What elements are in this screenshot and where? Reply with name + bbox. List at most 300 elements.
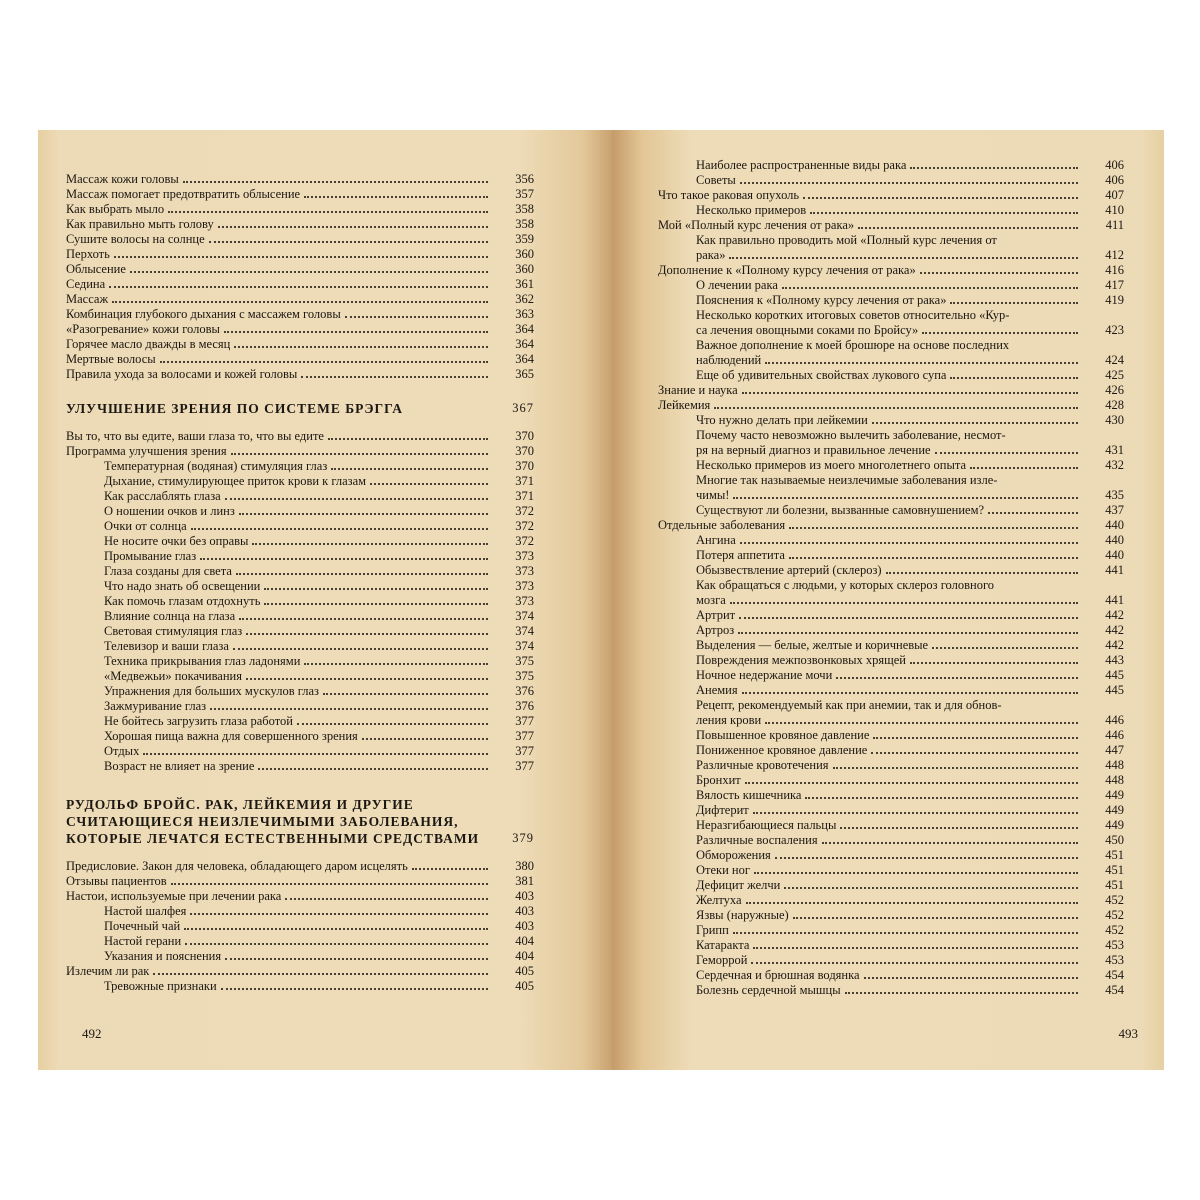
dot-leader xyxy=(200,558,488,560)
dot-leader xyxy=(950,377,1078,379)
dot-leader xyxy=(264,588,488,590)
toc-entry-title: Что такое раковая опухоль xyxy=(658,188,800,202)
dot-leader xyxy=(836,677,1078,679)
right-page xyxy=(612,130,1164,1070)
toc-entry xyxy=(658,293,1124,308)
dot-leader xyxy=(765,362,1078,364)
toc-entry-title: Излечим ли рак xyxy=(66,964,150,978)
toc-entry xyxy=(66,232,534,247)
toc-entry xyxy=(658,173,1124,188)
dot-leader xyxy=(304,196,488,198)
dot-leader xyxy=(742,692,1078,694)
dot-leader xyxy=(114,256,488,258)
toc-entry xyxy=(658,863,1124,878)
dot-leader xyxy=(810,212,1078,214)
toc-entry-page: 412 xyxy=(1105,248,1124,262)
dot-leader xyxy=(746,902,1078,904)
toc-entry-page: 404 xyxy=(515,949,534,963)
dot-leader xyxy=(753,947,1078,949)
toc-entry-page: 454 xyxy=(1105,968,1124,982)
toc-entry xyxy=(658,533,1124,548)
toc-entry-page: 357 xyxy=(515,187,534,201)
toc-entry xyxy=(66,874,534,889)
toc-entry-title: Промывание глаз xyxy=(104,549,197,563)
toc-entry-page: 376 xyxy=(515,684,534,698)
toc-entry-title: Наиболее распространенные виды рака xyxy=(696,158,907,172)
toc-entry-title: Сушите волосы на солнце xyxy=(66,232,205,246)
toc-entry-page: 453 xyxy=(1105,938,1124,952)
toc-entry-page: 452 xyxy=(1105,908,1124,922)
toc-entry-title: Вялость кишечника xyxy=(696,788,802,802)
right-toc xyxy=(658,158,1124,998)
toc-entry xyxy=(658,893,1124,908)
toc-section-vision xyxy=(66,400,534,417)
toc-entry-title: Хорошая пища важна для совершенного зрения xyxy=(104,729,358,743)
toc-entry-page: 358 xyxy=(515,217,534,231)
dot-leader xyxy=(190,913,488,915)
toc-entry-page: 364 xyxy=(515,322,534,336)
toc-entry-title: чимы! xyxy=(696,488,730,502)
toc-entry xyxy=(658,608,1124,623)
toc-entry-title: Существуют ли болезни, вызванные самовнушением? xyxy=(696,503,985,517)
toc-entry xyxy=(66,904,534,919)
dot-leader xyxy=(331,468,488,470)
toc-entry-page: 374 xyxy=(515,639,534,653)
toc-entry-title: Что надо знать об освещении xyxy=(104,579,261,593)
toc-entry-page: 364 xyxy=(515,337,534,351)
toc-entry-page: 377 xyxy=(515,729,534,743)
dot-leader xyxy=(733,932,1078,934)
dot-leader xyxy=(988,512,1078,514)
dot-leader xyxy=(301,376,488,378)
dot-leader xyxy=(239,513,488,515)
dot-leader xyxy=(185,943,488,945)
toc-entry-title: Телевизор и ваши глаза xyxy=(104,639,229,653)
toc-entry xyxy=(66,489,534,504)
toc-entry-title: рака» xyxy=(696,248,726,262)
toc-entry-page: 406 xyxy=(1105,158,1124,172)
toc-entry xyxy=(658,263,1124,278)
toc-entry-page: 370 xyxy=(515,429,534,443)
toc-entry xyxy=(658,773,1124,788)
toc-entry xyxy=(658,488,1124,503)
dot-leader xyxy=(412,868,488,870)
toc-entry-page: 451 xyxy=(1105,848,1124,862)
dot-leader xyxy=(210,708,488,710)
toc-entry-page: 403 xyxy=(515,919,534,933)
toc-entry xyxy=(658,188,1124,203)
toc-entry-page: 417 xyxy=(1105,278,1124,292)
toc-entry-page: 403 xyxy=(515,904,534,918)
toc-entry-page: 404 xyxy=(515,934,534,948)
toc-entry-page: 451 xyxy=(1105,863,1124,877)
toc-section-breuss xyxy=(66,796,534,847)
dot-leader xyxy=(236,573,488,575)
toc-entry xyxy=(658,923,1124,938)
dot-leader xyxy=(950,302,1078,304)
toc-entry-title: Не бойтесь загрузить глаза работой xyxy=(104,714,293,728)
toc-entry-title: Предисловие. Закон для человека, обладающего даром исцелять xyxy=(66,859,408,873)
toc-entry-page: 377 xyxy=(515,744,534,758)
toc-entry xyxy=(66,292,534,307)
toc-entry xyxy=(66,949,534,964)
toc-entry-title: Техника прикрывания глаз ладонями xyxy=(104,654,301,668)
toc-entry-title: Как обращаться с людьми, у которых склероз головного xyxy=(696,578,995,592)
toc-entry-title: Возраст не влияет на зрение xyxy=(104,759,255,773)
toc-entry xyxy=(658,833,1124,848)
dot-leader xyxy=(184,928,488,930)
dot-leader xyxy=(803,197,1078,199)
dot-leader xyxy=(754,872,1078,874)
dot-leader xyxy=(733,497,1078,499)
toc-entry xyxy=(658,698,1124,713)
toc-entry xyxy=(658,653,1124,668)
toc-entry xyxy=(66,934,534,949)
toc-entry-page: 423 xyxy=(1105,323,1124,337)
toc-entry-title: Несколько коротких итоговых советов относительно «Кур- xyxy=(696,308,1010,322)
toc-entry-title: Горячее масло дважды в месяц xyxy=(66,337,231,351)
toc-entry xyxy=(66,714,534,729)
toc-entry-page: 441 xyxy=(1105,593,1124,607)
dot-leader xyxy=(252,543,488,545)
toc-entry xyxy=(66,699,534,714)
section-page: 379 xyxy=(512,831,534,845)
toc-entry-page: 440 xyxy=(1105,518,1124,532)
toc-entry-page: 373 xyxy=(515,594,534,608)
toc-entry xyxy=(658,788,1124,803)
dot-leader xyxy=(168,211,488,213)
toc-entry xyxy=(66,202,534,217)
toc-entry-title: Не носите очки без оправы xyxy=(104,534,249,548)
toc-entry-page: 449 xyxy=(1105,803,1124,817)
dot-leader xyxy=(932,647,1078,649)
toc-entry-page: 360 xyxy=(515,247,534,261)
dot-leader xyxy=(191,528,488,530)
toc-entry-page: 448 xyxy=(1105,773,1124,787)
toc-entry xyxy=(658,758,1124,773)
toc-entry xyxy=(658,248,1124,263)
toc-entry xyxy=(658,953,1124,968)
dot-leader xyxy=(234,346,488,348)
toc-entry xyxy=(66,669,534,684)
toc-entry-title: Массаж помогает предотвратить облысение xyxy=(66,187,301,201)
toc-entry-page: 454 xyxy=(1105,983,1124,997)
toc-entry-title: Выделения — белые, желтые и коричневые xyxy=(696,638,929,652)
dot-leader xyxy=(886,572,1078,574)
toc-entry xyxy=(66,964,534,979)
toc-entry-page: 359 xyxy=(515,232,534,246)
toc-entry xyxy=(66,217,534,232)
section-title: РУДОЛЬФ БРОЙС. РАК, ЛЕЙКЕМИЯ И ДРУГИЕ СЧИТАЮЩИЕСЯ НЕИЗЛЕЧИМЫМИ ЗАБОЛЕВАНИЯ, КОТОРЫЕ ЛЕЧАТСЯ ЕСТЕСТВЕННЫМИ СРЕДСТВАМИ xyxy=(66,797,480,846)
toc-entry-title: Дефицит желчи xyxy=(696,878,781,892)
toc-entry-page: 419 xyxy=(1105,293,1124,307)
toc-entry-page: 426 xyxy=(1105,383,1124,397)
toc-entry-page: 372 xyxy=(515,504,534,518)
toc-entry-title: Повышенное кровяное давление xyxy=(696,728,870,742)
dot-leader xyxy=(714,407,1078,409)
dot-leader xyxy=(224,331,488,333)
toc-entry xyxy=(66,262,534,277)
toc-entry-page: 375 xyxy=(515,669,534,683)
toc-entry xyxy=(66,729,534,744)
toc-entry-page: 440 xyxy=(1105,548,1124,562)
toc-entry xyxy=(66,549,534,564)
dot-leader xyxy=(730,602,1078,604)
toc-entry-page: 374 xyxy=(515,609,534,623)
toc-entry xyxy=(658,638,1124,653)
toc-entry xyxy=(66,889,534,904)
toc-entry-page: 443 xyxy=(1105,653,1124,667)
toc-entry-title: Отзывы пациентов xyxy=(66,874,167,888)
toc-entry-title: ления крови xyxy=(696,713,762,727)
dot-leader xyxy=(109,286,488,288)
toc-entry-page: 381 xyxy=(515,874,534,888)
dot-leader xyxy=(872,422,1078,424)
toc-entry-page: 363 xyxy=(515,307,534,321)
toc-entry-title: Облысение xyxy=(66,262,126,276)
toc-entry-title: О лечении рака xyxy=(696,278,778,292)
dot-leader xyxy=(922,332,1078,334)
dot-leader xyxy=(233,648,488,650)
toc-entry-page: 405 xyxy=(515,979,534,993)
toc-entry xyxy=(66,429,534,444)
toc-entry-title: Артроз xyxy=(696,623,735,637)
toc-entry-title: Отдельные заболевания xyxy=(658,518,786,532)
section-page: 367 xyxy=(512,401,534,415)
toc-entry-title: Ангина xyxy=(696,533,736,547)
toc-entry-title: Тревожные признаки xyxy=(104,979,217,993)
toc-entry-title: Как правильно мыть голову xyxy=(66,217,214,231)
toc-entry xyxy=(658,353,1124,368)
toc-entry-page: 431 xyxy=(1105,443,1124,457)
toc-entry-page: 370 xyxy=(515,444,534,458)
toc-entry xyxy=(658,203,1124,218)
toc-entry-title: Сердечная и брюшная водянка xyxy=(696,968,860,982)
toc-entry-title: Дополнение к «Полному курсу лечения от рака» xyxy=(658,263,916,277)
toc-entry xyxy=(658,338,1124,353)
dot-leader xyxy=(218,226,488,228)
toc-entry-title: Рецепт, рекомендуемый как при анемии, так и для обнов- xyxy=(696,698,1002,712)
toc-entry xyxy=(66,519,534,534)
dot-leader xyxy=(970,467,1078,469)
toc-entry xyxy=(658,518,1124,533)
toc-entry-page: 373 xyxy=(515,579,534,593)
toc-group-cancer xyxy=(66,859,534,994)
dot-leader xyxy=(910,167,1078,169)
section-title: УЛУЧШЕНИЕ ЗРЕНИЯ ПО СИСТЕМЕ БРЭГГА xyxy=(66,401,404,416)
toc-entry xyxy=(66,444,534,459)
toc-entry-title: Вы то, что вы едите, ваши глаза то, что вы едите xyxy=(66,429,324,443)
dot-leader xyxy=(858,227,1078,229)
toc-entry-title: Программа улучшения зрения xyxy=(66,444,227,458)
toc-entry xyxy=(658,428,1124,443)
toc-entry xyxy=(66,352,534,367)
toc-entry-title: Дифтерит xyxy=(696,803,749,817)
dot-leader xyxy=(745,782,1078,784)
toc-entry-page: 441 xyxy=(1105,563,1124,577)
toc-entry xyxy=(658,728,1124,743)
toc-entry-title: Еще об удивительных свойствах лукового супа xyxy=(696,368,947,382)
toc-entry xyxy=(658,713,1124,728)
dot-leader xyxy=(742,392,1078,394)
toc-entry xyxy=(66,322,534,337)
toc-entry-page: 442 xyxy=(1105,638,1124,652)
toc-entry-title: Потеря аппетита xyxy=(696,548,785,562)
dot-leader xyxy=(246,678,488,680)
toc-entry xyxy=(658,683,1124,698)
toc-entry xyxy=(66,639,534,654)
dot-leader xyxy=(258,768,488,770)
toc-entry-title: Бронхит xyxy=(696,773,741,787)
toc-entry-page: 442 xyxy=(1105,623,1124,637)
dot-leader xyxy=(143,753,488,755)
dot-leader xyxy=(845,992,1078,994)
dot-leader xyxy=(239,618,488,620)
toc-entry xyxy=(66,579,534,594)
toc-entry-page: 447 xyxy=(1105,743,1124,757)
toc-entry-title: Желтуха xyxy=(696,893,742,907)
toc-entry xyxy=(658,458,1124,473)
toc-entry-title: О ношении очков и линз xyxy=(104,504,235,518)
dot-leader xyxy=(345,316,488,318)
toc-entry-title: Лейкемия xyxy=(658,398,711,412)
toc-entry-title: Многие так называемые неизлечимые заболевания изле- xyxy=(696,473,998,487)
dot-leader xyxy=(362,738,488,740)
dot-leader xyxy=(130,271,488,273)
toc-entry xyxy=(66,979,534,994)
toc-entry-page: 452 xyxy=(1105,893,1124,907)
dot-leader xyxy=(920,272,1078,274)
toc-entry xyxy=(658,368,1124,383)
dot-leader xyxy=(833,767,1078,769)
toc-entry-page: 440 xyxy=(1105,533,1124,547)
dot-leader xyxy=(782,287,1078,289)
toc-entry-title: Отдых xyxy=(104,744,140,758)
toc-entry-page: 371 xyxy=(515,474,534,488)
toc-entry-title: Правила ухода за волосами и кожей головы xyxy=(66,367,298,381)
toc-entry-title: Комбинация глубокого дыхания с массажем головы xyxy=(66,307,341,321)
toc-entry-page: 451 xyxy=(1105,878,1124,892)
toc-entry-page: 371 xyxy=(515,489,534,503)
toc-entry xyxy=(658,443,1124,458)
toc-entry xyxy=(66,744,534,759)
toc-entry-page: 373 xyxy=(515,549,534,563)
toc-entry xyxy=(658,563,1124,578)
dot-leader xyxy=(264,603,488,605)
toc-entry-title: Что нужно делать при лейкемии xyxy=(696,413,868,427)
toc-entry-title: Перхоть xyxy=(66,247,110,261)
toc-entry xyxy=(66,684,534,699)
toc-entry-page: 376 xyxy=(515,699,534,713)
toc-entry xyxy=(658,278,1124,293)
dot-leader xyxy=(751,962,1078,964)
dot-leader xyxy=(784,887,1078,889)
dot-leader xyxy=(789,527,1078,529)
dot-leader xyxy=(805,797,1078,799)
toc-entry-page: 449 xyxy=(1105,818,1124,832)
toc-entry xyxy=(658,938,1124,953)
dot-leader xyxy=(297,723,488,725)
toc-entry-title: Несколько примеров xyxy=(696,203,807,217)
toc-entry-title: Седина xyxy=(66,277,106,291)
toc-entry-title: Повреждения межпозвонковых хрящей xyxy=(696,653,906,667)
toc-entry-title: Световая стимуляция глаз xyxy=(104,624,243,638)
left-page xyxy=(38,130,612,1070)
toc-entry-title: Настой шалфея xyxy=(104,904,187,918)
toc-entry-page: 372 xyxy=(515,519,534,533)
toc-entry xyxy=(66,367,534,382)
toc-entry-title: Ночное недержание мочи xyxy=(696,668,833,682)
toc-entry-title: Мой «Полный курс лечения от рака» xyxy=(658,218,855,232)
toc-entry xyxy=(658,968,1124,983)
toc-entry-title: Как правильно проводить мой «Полный курс лечения от xyxy=(696,233,997,247)
toc-entry xyxy=(658,593,1124,608)
toc-entry xyxy=(66,459,534,474)
toc-entry-title: Важное дополнение к моей брошюре на основе последних xyxy=(696,338,1010,352)
toc-group-diseases xyxy=(658,158,1124,998)
toc-entry-page: 361 xyxy=(515,277,534,291)
toc-entry xyxy=(658,383,1124,398)
toc-entry-title: Язвы (наружные) xyxy=(696,908,789,922)
toc-entry xyxy=(66,172,534,187)
toc-entry-page: 450 xyxy=(1105,833,1124,847)
toc-entry xyxy=(66,919,534,934)
toc-entry xyxy=(658,308,1124,323)
toc-entry xyxy=(658,158,1124,173)
toc-entry xyxy=(658,668,1124,683)
toc-entry xyxy=(658,398,1124,413)
dot-leader xyxy=(231,453,488,455)
dot-leader xyxy=(910,662,1078,664)
toc-entry-title: Анемия xyxy=(696,683,738,697)
toc-entry-page: 356 xyxy=(515,172,534,186)
toc-entry xyxy=(658,623,1124,638)
toc-entry-page: 435 xyxy=(1105,488,1124,502)
dot-leader xyxy=(864,977,1078,979)
dot-leader xyxy=(740,182,1078,184)
toc-entry-page: 446 xyxy=(1105,713,1124,727)
dot-leader xyxy=(789,557,1078,559)
dot-leader xyxy=(246,633,488,635)
toc-entry xyxy=(658,218,1124,233)
dot-leader xyxy=(304,663,488,665)
toc-entry xyxy=(658,413,1124,428)
toc-entry xyxy=(66,859,534,874)
toc-entry xyxy=(66,277,534,292)
toc-entry xyxy=(658,848,1124,863)
dot-leader xyxy=(739,617,1078,619)
toc-entry-title: Очки от солнца xyxy=(104,519,187,533)
toc-group-vision xyxy=(66,429,534,774)
toc-entry-page: 407 xyxy=(1105,188,1124,202)
toc-entry-title: Различные кровотечения xyxy=(696,758,829,772)
toc-entry-title: Как помочь глазам отдохнуть xyxy=(104,594,261,608)
dot-leader xyxy=(775,857,1078,859)
toc-entry-title: Неразгибающиеся пальцы xyxy=(696,818,837,832)
page-number: 492 xyxy=(82,1026,102,1041)
toc-entry-title: Знание и наука xyxy=(658,383,738,397)
toc-entry-title: Несколько примеров из моего многолетнего опыта xyxy=(696,458,967,472)
toc-entry-title: Различные воспаления xyxy=(696,833,818,847)
toc-entry xyxy=(66,247,534,262)
toc-entry-title: Грипп xyxy=(696,923,729,937)
book-spread xyxy=(38,130,1164,1070)
toc-entry xyxy=(658,578,1124,593)
toc-entry-title: Температурная (водяная) стимуляция глаз xyxy=(104,459,328,473)
toc-entry-title: «Разогревание» кожи головы xyxy=(66,322,220,336)
toc-entry-title: са лечения овощными соками по Бройсу» xyxy=(696,323,919,337)
dot-leader xyxy=(112,301,488,303)
